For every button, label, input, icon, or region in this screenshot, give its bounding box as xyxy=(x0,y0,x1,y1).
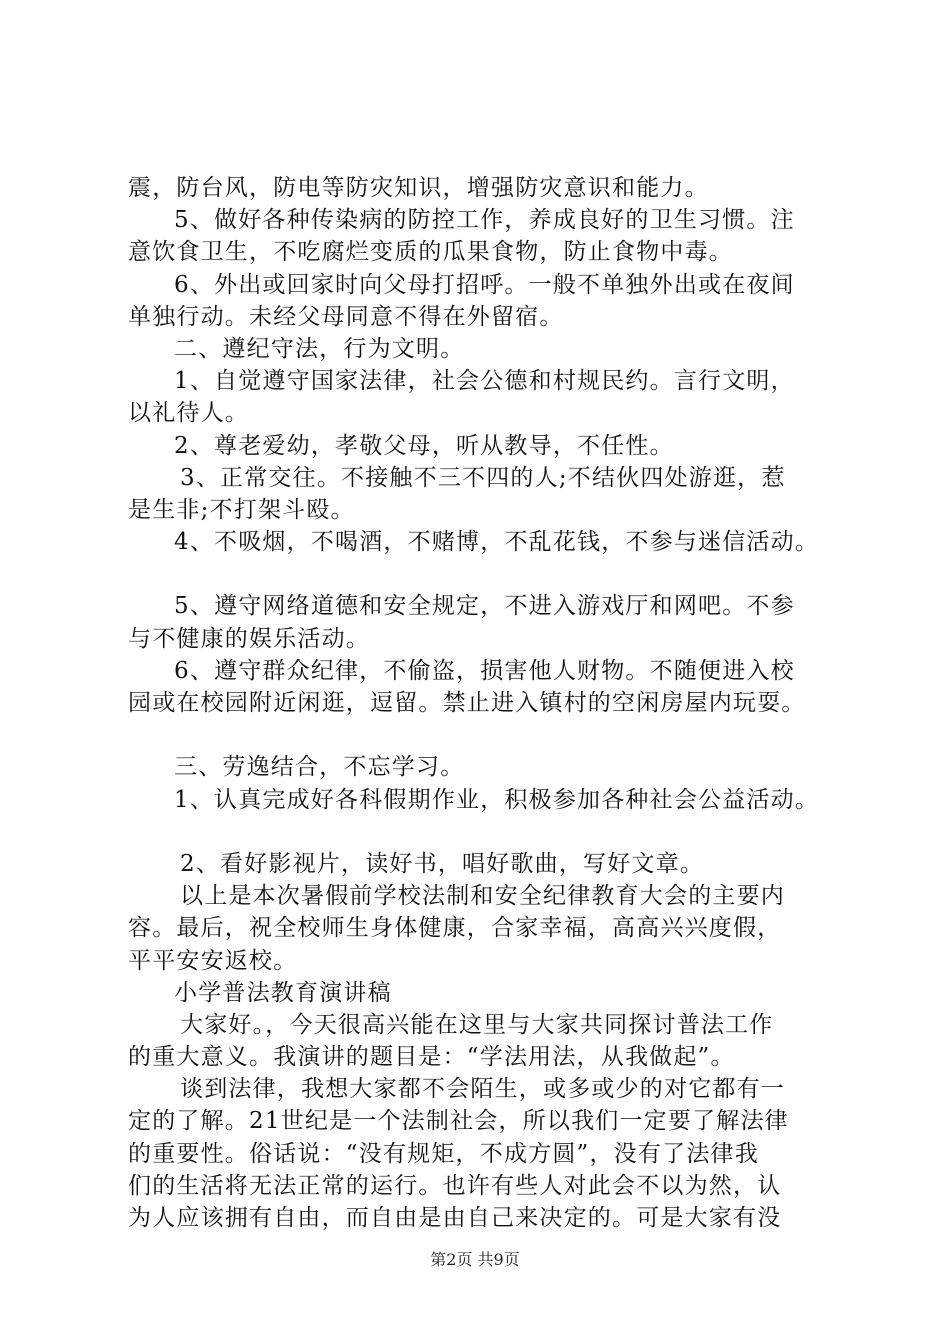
paragraph-gap xyxy=(128,719,848,751)
text-line: 5、做好各种传染病的防控工作，养成良好的卫生习惯。注 xyxy=(174,207,795,234)
text-line: 1、认真完成好各科假期作业，积极参加各种社会公益活动。 xyxy=(174,786,820,813)
text-line: 5、遵守网络道德和安全规定，不进入游戏厅和网吧。不参 xyxy=(174,593,795,620)
text-line: 6、外出或回家时向父母打招呼。一般不单独外出或在夜间 xyxy=(174,271,795,298)
text-line: 2、看好影视片，读好书，唱好歌曲，写好文章。 xyxy=(180,850,705,877)
text-line: 单独行动。未经父母同意不得在外留宿。 xyxy=(128,303,564,330)
text-line: 是生非;不打架斗殴。 xyxy=(128,496,355,523)
paragraph-gap xyxy=(128,816,848,848)
text-line: 平平安安返校。 xyxy=(128,947,298,974)
text-line: 6、遵守群众纪律，不偷盗，损害他人财物。不随便进入校 xyxy=(174,657,795,684)
text-line: 与不健康的娱乐活动。 xyxy=(128,625,370,652)
text-line: 2、尊老爱幼，孝敬父母，听从教导，不任性。 xyxy=(174,432,674,459)
speech-title: 小学普法教育演讲稿 xyxy=(174,979,392,1006)
page-number-footer: 第2页 共9页 xyxy=(430,1250,520,1269)
text-line: 容。最后，祝全校师生身体健康，合家幸福，高高兴兴度假， xyxy=(128,915,782,942)
text-line: 为人应该拥有自由，而自由是由自己来决定的。可是大家有没 xyxy=(128,1205,782,1231)
text-line: 的重要性。俗话说：“没有规矩，不成方圆”，没有了法律我 xyxy=(128,1140,759,1167)
text-line: 园或在校园附近闲逛，逗留。禁止进入镇村的空闲房屋内玩耍。 xyxy=(128,690,806,716)
text-line: 3、正常交往。不接触不三不四的人;不结伙四处游逛，惹 xyxy=(180,464,786,491)
section-heading: 三、劳逸结合，不忘学习。 xyxy=(174,754,465,781)
text-line: 4、不吸烟，不喝酒，不赌博，不乱花钱，不参与迷信活动。 xyxy=(174,529,820,556)
text-line: 以礼待人。 xyxy=(128,400,249,427)
text-line: 1、自觉遵守国家法律，社会公德和村规民约。言行文明， xyxy=(174,368,795,395)
text-line: 谈到法律，我想大家都不会陌生，或多或少的对它都有一 xyxy=(180,1076,785,1103)
paragraph-gap xyxy=(128,558,848,590)
text-line: 以上是本次暑假前学校法制和安全纪律教育大会的主要内 xyxy=(180,883,785,910)
text-line: 意饮食卫生，不吃腐烂变质的瓜果食物，防止食物中毒。 xyxy=(128,239,733,266)
text-line: 的重大意义。我演讲的题目是：“学法用法，从我做起”。 xyxy=(128,1044,735,1071)
text-line: 们的生活将无法正常的运行。也许有些人对此会不以为然，认 xyxy=(128,1172,782,1199)
text-line: 震，防台风，防电等防灾知识，增强防灾意识和能力。 xyxy=(128,175,709,201)
section-heading: 二、遵纪守法，行为文明。 xyxy=(174,335,465,362)
document-body xyxy=(128,172,848,1234)
text-line: 定的了解。21世纪是一个法制社会，所以我们一定要了解法律 xyxy=(128,1108,789,1135)
text-line: 大家好。，今天很高兴能在这里与大家共同探讨普法工作 xyxy=(180,1011,774,1038)
